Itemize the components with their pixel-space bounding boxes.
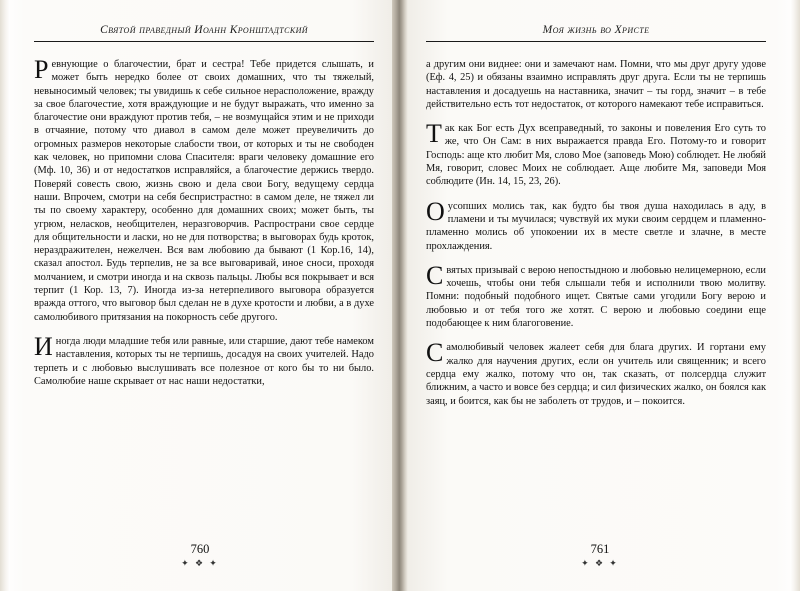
- header-rule-left: [34, 41, 374, 42]
- drop-cap: С: [426, 260, 444, 290]
- paragraph-text: ак как Бог есть Дух всеправедный, то законы и повеления Его суть то же, что Он Сам: в них выражается правда Его. Потому-то и говорит Господь: аще кто любит Мя, слово Мое (заповедь Мою) соблюдет. Не любяй Мя, говорит, словес Моих не соблюдает. Аще любите Мя, заповеди Моя соблюдите (Ин. 14, 15, 23, 26).: [426, 123, 766, 188]
- drop-cap: О: [426, 196, 445, 226]
- folio-ornament: ✦ ❖ ✦: [181, 558, 219, 568]
- drop-cap: С: [426, 338, 444, 368]
- drop-cap: Р: [34, 55, 49, 84]
- text-column-right: [426, 58, 766, 408]
- paragraph-text: вятых призывай с верою непостыдною и любовью нелицемерною, если хочешь, чтобы они тебя слышали тебя и исполнили твою молитву. Помни: подобный подобного ищет. Святые сами угодили Богу верою и любовью и от тебя того же хотят. С верою и любовью соедини еще подобающее к ним благоговение.: [426, 264, 766, 330]
- running-head-right: Моя жизнь во Христе: [542, 24, 650, 36]
- running-head-left: Святой праведный Иоанн Кронштадтский: [100, 24, 308, 36]
- paragraph: [426, 196, 766, 253]
- drop-cap: И: [34, 331, 53, 361]
- folio-right: [540, 542, 660, 569]
- header-rule-right: [426, 41, 766, 42]
- text-column-left: [34, 55, 374, 388]
- paragraph: [426, 119, 766, 188]
- page-right: [400, 0, 800, 591]
- page-number: 760: [190, 542, 210, 556]
- folio-ornament: ✦ ❖ ✦: [581, 558, 619, 568]
- paragraph: [34, 331, 374, 388]
- paragraph-text: усопших молись так, как будто бы твоя душа находилась в аду, в пламени и ты мучилася; чувствуй их муки своим сердцем и пламенно-пламенно молись об упокоении их в месте светле и злачне, в месте прохлаждения.: [426, 200, 766, 252]
- paragraph: [426, 338, 766, 407]
- folio-left: [140, 542, 260, 569]
- paragraph-text: евнующие о благочестии, брат и сестра! Тебе придется слышать, и может быть нередко более от своих домашних, что ты тяжелый, невыносимый человек; ты увидишь к себе сильное нерасположение, вражду за свое благочестие, хотя враждующие и не будут выражать, что именно за благочестие они враждуют против тебя, – не возмущайся этим и не приходи в отчаяние, потому что диавол в самом деле может преувеличить до огромных размеров некоторые слабости твои, от которых и ты не свободен как человек, но припомни слова Спасителя: враги человеку домашние его (Мф. 10, 36) и от недостатков исправляйся, а благочестие держись твердо. Поверяй совесть свою, жизнь свою и дела свои Богу, ведущему сердца наши. Впрочем, смотри на себя беспристрастно: в самом деле, не тяжел ли ты по своему характеру, особенно для домашних своих; может быть, ты угрюм, неласков, необщителен, неразговорчив. Распространи свое сердце для общительности и ласки, но не для потворства; в выговорах будь кроток, нераздражителен, нежелчен. Вся вам любовию да бывают (1 Кор.16, 14), сказал апостол. Будь терпелив, не за все выговаривай, иное сноси, проходя молчанием, и смотри иногда и на сквозь пальцы. Любы вся покрывает и вся терпит (1 Кор. 13, 7). Иногда из-за нетерпеливого выговора образуется вражда оттого, что выговор был сделан не в духе кротости и любви, а в духе самолюбивого притязания на покорность себе другого.: [34, 59, 374, 323]
- paragraph: [34, 55, 374, 324]
- page-number: 761: [590, 542, 610, 556]
- paragraph-text: амолюбивый человек жалеет себя для блага других. И гортани ему жалко для научения других, если он учитель или священник; и всего сердца ему жалко, потому что он, так сказать, от полсердца служит ближним, а часто и вовсе без сердца; и сил физических жалко, он боялся как заяц, и боится, как бы не заболеть от трудов, и – покоится.: [426, 342, 766, 407]
- paragraph-text: а другим они виднее: они и замечают нам. Помни, что мы друг другу удове (Еф. 4, 25) и обязаны взаимно исправлять друг друга. Если ты не терпишь наставления и досадуешь на наставника, значит – ты горд, значит – в тебе действительно есть тот недостаток, от которого намекают тебе исправиться.: [426, 59, 766, 110]
- paragraph-text: ногда люди младшие тебя или равные, или старшие, дают тебе намеком наставления, которых ты не терпишь, досадуя на своих учителей. Надо терпеть и с любовью выслушивать все полезное от кого бы то ни было. Самолюбие наше скрывает от нас наши недостатки,: [34, 335, 374, 387]
- paragraph: [426, 260, 766, 330]
- drop-cap: Т: [426, 119, 442, 149]
- paragraph: [426, 58, 766, 111]
